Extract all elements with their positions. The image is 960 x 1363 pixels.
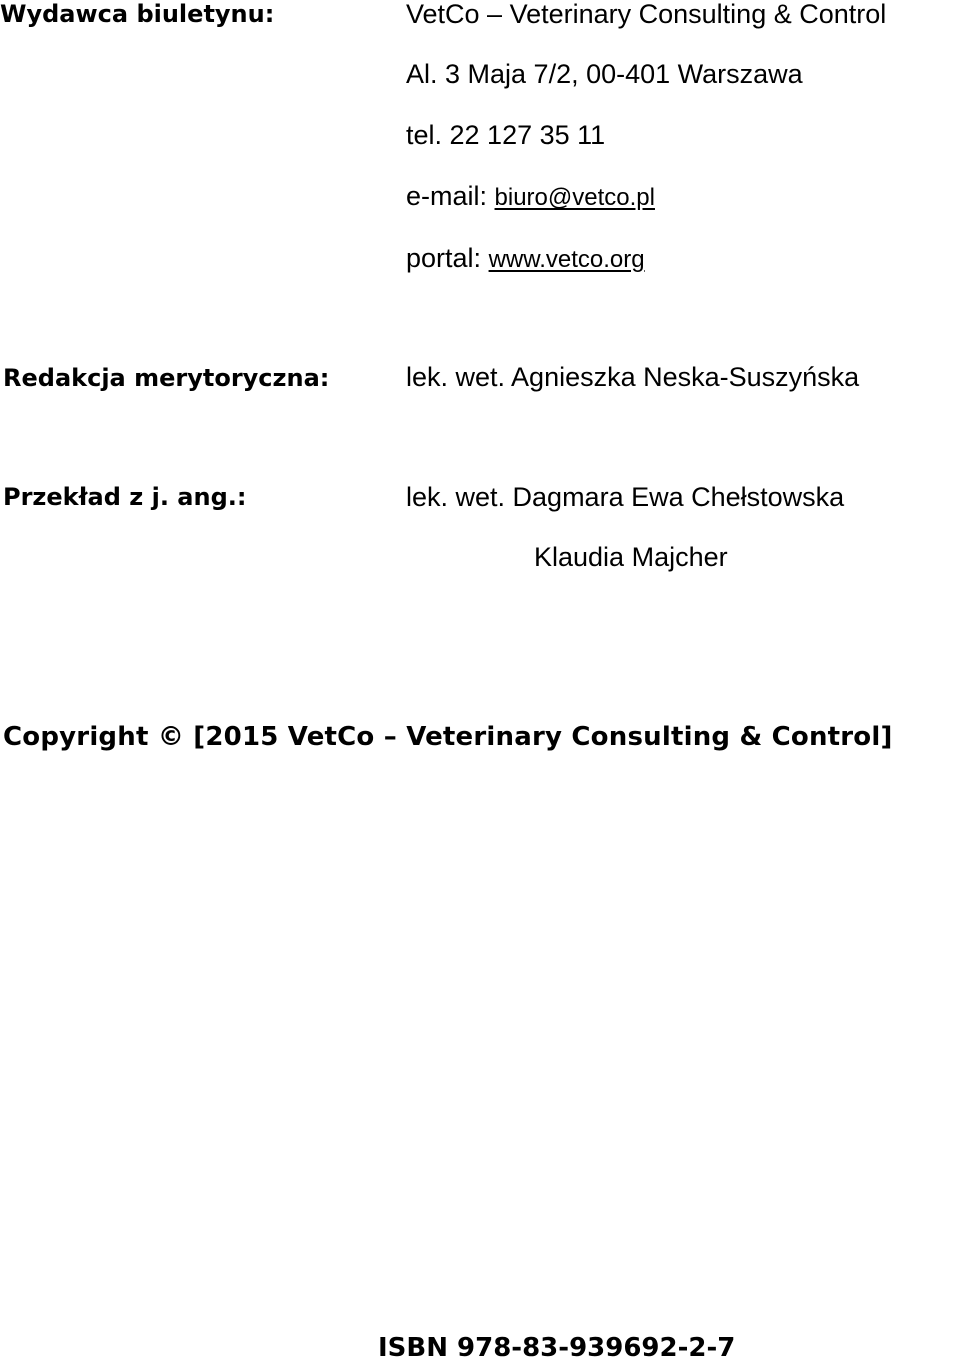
portal-row (406, 245, 645, 272)
editorial-label: Redakcja merytoryczna: (3, 364, 330, 392)
isbn-number: ISBN 978-83-939692-2-7 (378, 1333, 736, 1363)
translator-name-2: Klaudia Majcher (534, 542, 728, 572)
email-row (406, 183, 655, 210)
email-label: e-mail: (406, 181, 488, 211)
publisher-address: Al. 3 Maja 7/2, 00-401 Warszawa (406, 59, 803, 89)
portal-link[interactable]: www.vetco.org (488, 246, 645, 273)
translation-label: Przekład z j. ang.: (3, 483, 247, 511)
translator-name-1: lek. wet. Dagmara Ewa Chełstowska (406, 482, 845, 512)
publisher-label: Wydawca biuletynu: (0, 0, 275, 28)
publisher-name: VetCo – Veterinary Consulting & Control (406, 0, 887, 29)
copyright-line: Copyright © [2015 VetCo – Veterinary Consulting & Control] (3, 722, 893, 752)
email-link[interactable]: biuro@vetco.pl (494, 184, 655, 211)
editorial-name: lek. wet. Agnieszka Neska-Suszyńska (406, 362, 860, 392)
publisher-phone: tel. 22 127 35 11 (406, 120, 606, 150)
portal-label: portal: (406, 243, 482, 273)
